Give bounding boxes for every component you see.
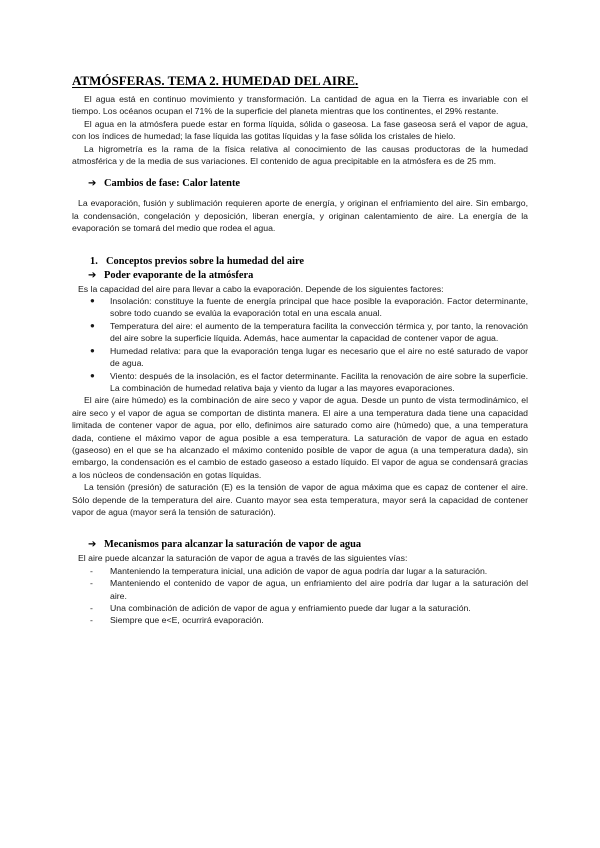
factors-list xyxy=(72,295,528,394)
cambios-paragraph: La evaporación, fusión y sublimación requieren aporte de energía, y originan el enfriamiento del aire. Sin embargo, la condensación, congelación y deposición, liberan energía, y originan calentamiento de aire. La energía de la evaporación se tomará del medio que rodea el agua. xyxy=(72,198,528,234)
intro-paragraph-1: El agua está en continuo movimiento y transformación. La cantidad de agua en la Tierra es invariable con el tiempo. Los océanos ocupan el 71% de la superficie del planeta mientras que los continentes, el 29% restante. xyxy=(72,94,528,117)
list-item: - Una combinación de adición de vapor de agua y enfriamiento puede dar lugar a la saturación. xyxy=(90,603,471,613)
arrow-icon: ➔ xyxy=(88,269,97,281)
list-item: ● Humedad relativa: para que la evaporación tenga lugar es necesario que el aire no esté saturado de vapor de agua. xyxy=(90,345,528,369)
poder-intro: Es la capacidad del aire para llevar a cabo la evaporación. Depende de los siguientes factores: xyxy=(78,283,444,294)
dash-icon: - xyxy=(90,578,93,589)
heading-text: Cambios de fase: Calor latente xyxy=(104,178,241,190)
mecanismos-intro: El aire puede alcanzar la saturación de vapor de agua a través de las siguientes vías: xyxy=(78,553,408,564)
bullet-icon: ● xyxy=(90,370,95,380)
list-item: ● Viento: después de la insolación, es el factor determinante. Facilita la renovación de aire sobre la superficie. La combinación de humedad relativa baja y viento da lugar a las mayores evaporaciones. xyxy=(90,370,528,393)
heading-text: Conceptos previos sobre la humedad del aire xyxy=(106,255,305,267)
section-number: 1. xyxy=(90,255,98,267)
heading-poder-evaporante xyxy=(72,269,528,283)
bullet-icon: ● xyxy=(90,320,95,330)
heading-mecanismos xyxy=(72,538,528,552)
arrow-icon: ➔ xyxy=(88,539,97,551)
dash-icon: - xyxy=(90,603,93,613)
heading-cambios-de-fase xyxy=(72,177,528,191)
aire-humedo-paragraph: El aire (aire húmedo) es la combinación de aire seco y vapor de agua. Desde un punto de vista termodinámico, el aire seco y el vapor de agua se comportan de distinta manera. El aire a una temperatura dada tiene una capacidad limitada de contener vapor de agua, por ello, definimos aire saturado como aire (húmedo) que, a una temperatura dada, contiene el máximo vapor de agua posible a esa temperatura. La saturación de vapor de agua en estado (gaseoso) en el que se ha alcanzado el máximo contenido posible de vapor de agua (a una temperatura dada), sin embargo, la condensación es el cambio de estado gaseoso a estado líquido. El vapor de agua se condensará gracias a los núcleos de condensación en gotas líquidas. xyxy=(72,395,528,480)
heading-section-1 xyxy=(72,255,528,269)
heading-text: Poder evaporante de la atmósfera xyxy=(104,269,254,281)
list-item: ● Insolación: constituye la fuente de energía principal que hace posible la evaporación. Factor determinante, sobre todo cuando se evalúa la evaporación total en una escala anual. xyxy=(90,296,528,319)
page-title: ATMÓSFERAS. TEMA 2. HUMEDAD DEL AIRE. xyxy=(72,73,359,88)
mecanismos-list xyxy=(72,565,528,627)
dash-icon: - xyxy=(90,565,93,576)
arrow-icon: ➔ xyxy=(88,178,97,190)
list-item: - Manteniendo el contenido de vapor de agua, un enfriamiento del aire podría dar lugar a la saturación del aire. xyxy=(90,578,528,601)
intro-paragraph-3: La higrometría es la rama de la física relativa al conocimiento de las causas productoras de la humedad atmosférica y de la media de sus variaciones. El contenido de agua precipitable en la atmósfera es de 25 mm. xyxy=(72,143,528,167)
dash-icon: - xyxy=(90,615,93,626)
intro-paragraph-2: El agua en la atmósfera puede estar en forma líquida, sólida o gaseosa. La fase gaseosa será el vapor de agua, con los índices de humedad; la fase líquida las gotitas líquidas y la fase sólida los cristales de hielo. xyxy=(72,118,528,142)
list-item: - Manteniendo la temperatura inicial, una adición de vapor de agua podría dar lugar a la saturación. xyxy=(90,565,488,576)
heading-text: Mecanismos para alcanzar la saturación de vapor de agua xyxy=(104,539,362,551)
document-body xyxy=(72,73,528,627)
list-item: ● Temperatura del aire: el aumento de la temperatura facilita la convección térmica y, por tanto, la renovación del aire sobre la superficie líquida. Además, hace aumentar la capacidad de contener vapor de agua. xyxy=(90,320,528,344)
bullet-icon: ● xyxy=(90,296,95,306)
tension-saturacion-paragraph: La tensión (presión) de saturación (E) es la tensión de vapor de agua máxima que es capaz de contener el aire. Sólo depende de la temperatura del aire. Cuanto mayor sea esta temperatura, mayor será la capacidad de contener vapor de agua (mayor será la tensión de saturación). xyxy=(72,482,528,517)
list-item: - Siempre que e<E, ocurrirá evaporación. xyxy=(90,615,264,626)
bullet-icon: ● xyxy=(90,345,95,355)
